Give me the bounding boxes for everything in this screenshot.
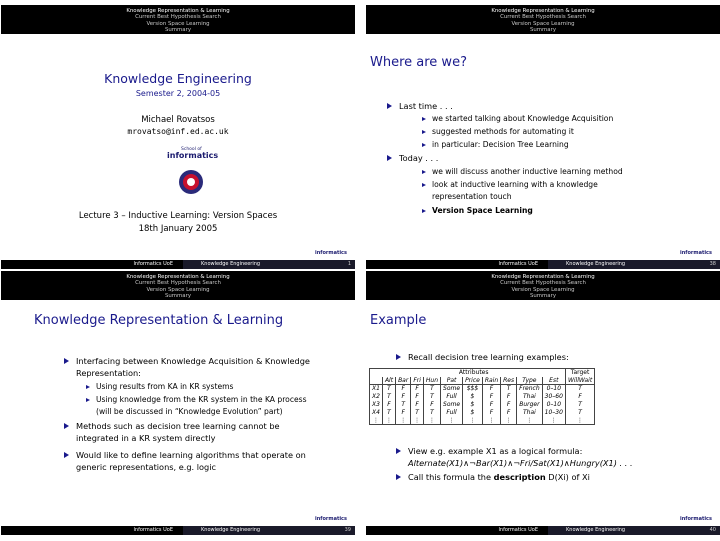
bullet-triangle-icon [422,117,426,121]
nav-item[interactable]: Summary [164,26,192,33]
footer-center: Knowledge Engineering [548,526,720,535]
table-cell: $ [463,393,483,401]
bullet-triangle-icon [387,155,392,161]
page-number: 38 [709,261,716,267]
table-cell: F [396,385,411,393]
bullet-text: Using results from KA in KR systems [96,382,234,391]
mini-logo: informatics [680,516,712,522]
sub-bullet-item [96,394,307,419]
table-cell: T [565,385,594,393]
footer-left: Informatics UoE [498,261,538,267]
table-cell: F [482,393,500,401]
bullet-text: Would like to define learning algorithms that operate on [76,450,306,460]
table-header-cell: Fri [411,377,424,385]
nav-item[interactable]: Version Space Learning [511,286,575,293]
bullet-triangle-icon [86,385,90,389]
bullet-item [408,351,569,363]
bullet-triangle-icon [422,130,426,134]
table-cell: T [411,409,424,417]
footer-center: Knowledge Engineering [548,260,720,269]
table-cell: T [382,409,395,417]
bullet-text: Methods such as decision tree learning cannot be [76,421,280,431]
bullet-text: Version Space Learning [432,206,533,215]
nav-item[interactable]: Knowledge Representation & Learning [126,8,230,14]
bullet-triangle-icon [387,103,392,109]
table-cell: T [501,385,517,393]
bullet-item [76,355,310,380]
bullet-item [76,420,280,445]
page-number: 39 [344,527,351,533]
table-cell: Some [441,385,463,393]
bullet-triangle-icon [422,209,426,213]
table-header-cell: Alt [382,377,395,385]
table-header-cell: Bar [396,377,411,385]
nav-bar [366,271,720,300]
table-cell: $$$ [463,385,483,393]
mini-logo: informatics [315,516,347,522]
slide-heading: Knowledge Representation & Learning [34,313,284,328]
table-cell: F [396,393,411,401]
table-group-header: Attributes [382,369,565,377]
table-cell: F [482,401,500,409]
table-cell: French [517,385,543,393]
bullet-text: we will discuss another inductive learning method [432,167,623,176]
table-cell: ⋮ [382,417,395,425]
nav-item[interactable]: Current Best Hypothesis Search [135,280,221,287]
bullet-text: look at inductive learning with a knowledge [432,180,598,189]
bullet-text: Last time . . . [399,101,453,111]
bullet-triangle-icon [422,183,426,187]
bullet-text: Using knowledge from the KR system in the KA process [96,395,307,404]
bullet-triangle-icon [86,398,90,402]
table-cell: T [565,409,594,417]
table-cell: Thai [517,409,543,417]
nav-item[interactable]: Current Best Hypothesis Search [135,14,221,21]
table-cell: T [565,401,594,409]
bullet-item [408,471,590,483]
bullet-item [399,152,438,164]
table-cell: ⋮ [542,417,565,425]
footer [1,260,355,269]
slide-heading: Where are we? [370,55,467,70]
table-header-cell: Rain [482,377,500,385]
table-cell: ⋮ [565,417,594,425]
nav-item[interactable]: Summary [164,292,192,299]
table-cell: F [565,393,594,401]
nav-item[interactable]: Knowledge Representation & Learning [491,274,595,280]
footer-left: Informatics UoE [133,527,173,533]
table-row [370,417,595,425]
table-cell: F [501,409,517,417]
table-group-header: Target [565,369,594,377]
table-cell: 10–30 [542,409,565,417]
bullet-text: suggested methods for automating it [432,127,574,136]
table-cell: X3 [370,401,383,409]
table-header-cell: Type [517,377,543,385]
table-row [370,409,595,417]
table-header-cell: Est [542,377,565,385]
table-header-cell: Price [463,377,483,385]
table-cell: Burger [517,401,543,409]
page-number: 40 [709,527,716,533]
sub-bullet-item [96,381,233,393]
bullet-text: generic representations, e.g. logic [76,462,217,473]
table-cell: Full [441,409,463,417]
table-cell: ⋮ [423,417,440,425]
nav-item[interactable]: Summary [529,292,557,299]
bullet-text: integrated in a KR system directly [76,433,216,444]
sub-bullet-item [432,205,533,217]
nav-item[interactable]: Current Best Hypothesis Search [500,280,586,287]
table-row [370,401,595,409]
email: mrovatso@inf.ed.ac.uk [127,127,229,136]
table-cell: F [411,385,424,393]
bullet-triangle-icon [422,143,426,147]
bullet-text: Representation: [76,368,141,379]
bullet-text: Recall decision tree learning examples: [408,352,569,362]
footer [366,526,720,535]
table-cell: T [423,409,440,417]
table-cell: ⋮ [370,417,383,425]
table-cell: ⋮ [501,417,517,425]
nav-item[interactable]: Knowledge Representation & Learning [126,274,230,280]
table-cell: ⋮ [517,417,543,425]
table-cell: ⋮ [482,417,500,425]
footer-left: Informatics UoE [498,527,538,533]
lecture-date: 18th January 2005 [138,224,218,234]
table-cell: 0–10 [542,385,565,393]
presentation-title: Knowledge Engineering [104,71,252,86]
nav-item[interactable]: Version Space Learning [146,286,210,293]
bullet-triangle-icon [64,423,69,429]
table-cell: X2 [370,393,383,401]
nav-item[interactable]: Current Best Hypothesis Search [500,14,586,21]
table-cell: $ [463,409,483,417]
author: Michael Rovatsos [141,115,215,125]
table-cell: 30–60 [542,393,565,401]
bullet-text: representation touch [432,192,512,202]
table-cell: T [423,393,440,401]
sub-bullet-item [432,179,598,204]
table-row [370,385,595,393]
table-cell: T [423,385,440,393]
bullet-triangle-icon [422,170,426,174]
mini-logo: informatics [680,250,712,256]
semester: Semester 2, 2004-05 [135,89,221,98]
logo-big: informatics [167,151,219,160]
bullet-bold: description [493,472,546,482]
bullet-triangle-icon [396,474,401,480]
bullet-text: in particular: Decision Tree Learning [432,140,569,149]
lecture-title: Lecture 3 – Inductive Learning: Version Spaces [78,211,278,221]
sub-bullet-item [432,166,623,178]
footer-left: Informatics UoE [133,261,173,267]
table-cell: T [396,401,411,409]
table-cell: F [501,401,517,409]
bullet-text: we started talking about Knowledge Acquisition [432,114,614,123]
table-cell: Thai [517,393,543,401]
bullet-text: Today . . . [399,153,439,163]
table-header-cell: Pat [441,377,463,385]
mini-logo: informatics [315,250,347,256]
table-cell: 0–10 [542,401,565,409]
table-cell: F [411,393,424,401]
sub-bullet-item [432,126,574,138]
slide-heading: Example [370,313,427,328]
nav-bar [1,271,355,300]
school-logo [167,147,218,160]
table-cell: ⋮ [396,417,411,425]
university-crest-icon [178,169,204,195]
footer-center: Knowledge Engineering [183,260,355,269]
table-cell: ⋮ [411,417,424,425]
nav-item[interactable]: Version Space Learning [511,20,575,27]
table-cell: Some [441,401,463,409]
sub-bullet-item [432,113,613,125]
footer [1,526,355,535]
sub-bullet-item [432,139,569,151]
bullet-text: D(Xi) of Xi [545,472,590,482]
logo-small: School of [181,147,202,152]
bullet-text: Call this formula the [408,472,494,482]
page-number: 1 [347,261,351,267]
table-header-row [370,377,595,385]
table-cell: F [501,393,517,401]
table-header-cell: Hun [423,377,440,385]
table-cell: T [382,393,395,401]
nav-bar [1,5,355,34]
slide-kr-learning [1,271,355,535]
table-header-cell: WillWait [565,377,594,385]
bullet-triangle-icon [64,358,69,364]
nav-bar [366,5,720,34]
table-cell: F [423,401,440,409]
bullet-triangle-icon [396,448,401,454]
table-cell: X1 [370,385,383,393]
table-cell: F [482,385,500,393]
nav-item[interactable]: Summary [529,26,557,33]
table-cell: X4 [370,409,383,417]
table-cell: T [382,385,395,393]
slide-example [366,271,720,535]
table-cell: ⋮ [463,417,483,425]
table-cell: F [396,409,411,417]
bullet-item [408,445,582,457]
decision-tree-table [369,368,595,425]
formula: Alternate(X1)∧¬Bar(X1)∧¬Fri/Sat(X1)∧Hungry(X1) . . . [408,458,633,468]
bullet-triangle-icon [64,452,69,458]
table-cell: Full [441,393,463,401]
nav-item[interactable]: Knowledge Representation & Learning [491,8,595,14]
table-cell: F [482,409,500,417]
nav-item[interactable]: Version Space Learning [146,20,210,27]
bullet-triangle-icon [396,354,401,360]
table-cell: F [411,401,424,409]
footer-center: Knowledge Engineering [183,526,355,535]
bullet-text: Interfacing between Knowledge Acquisition & Knowledge [76,356,310,366]
slide-where-are-we [366,5,720,269]
bullet-text: View e.g. example X1 as a logical formula: [408,446,583,456]
table-cell: $ [463,401,483,409]
footer [366,260,720,269]
slide-title [1,5,355,269]
table-cell: ⋮ [441,417,463,425]
bullet-item [399,100,453,112]
bullet-text: (will be discussed in “Knowledge Evolution” part) [96,407,283,417]
table-row [370,393,595,401]
table-cell: F [382,401,395,409]
bullet-item [76,449,306,474]
table-header-cell: Res [501,377,517,385]
